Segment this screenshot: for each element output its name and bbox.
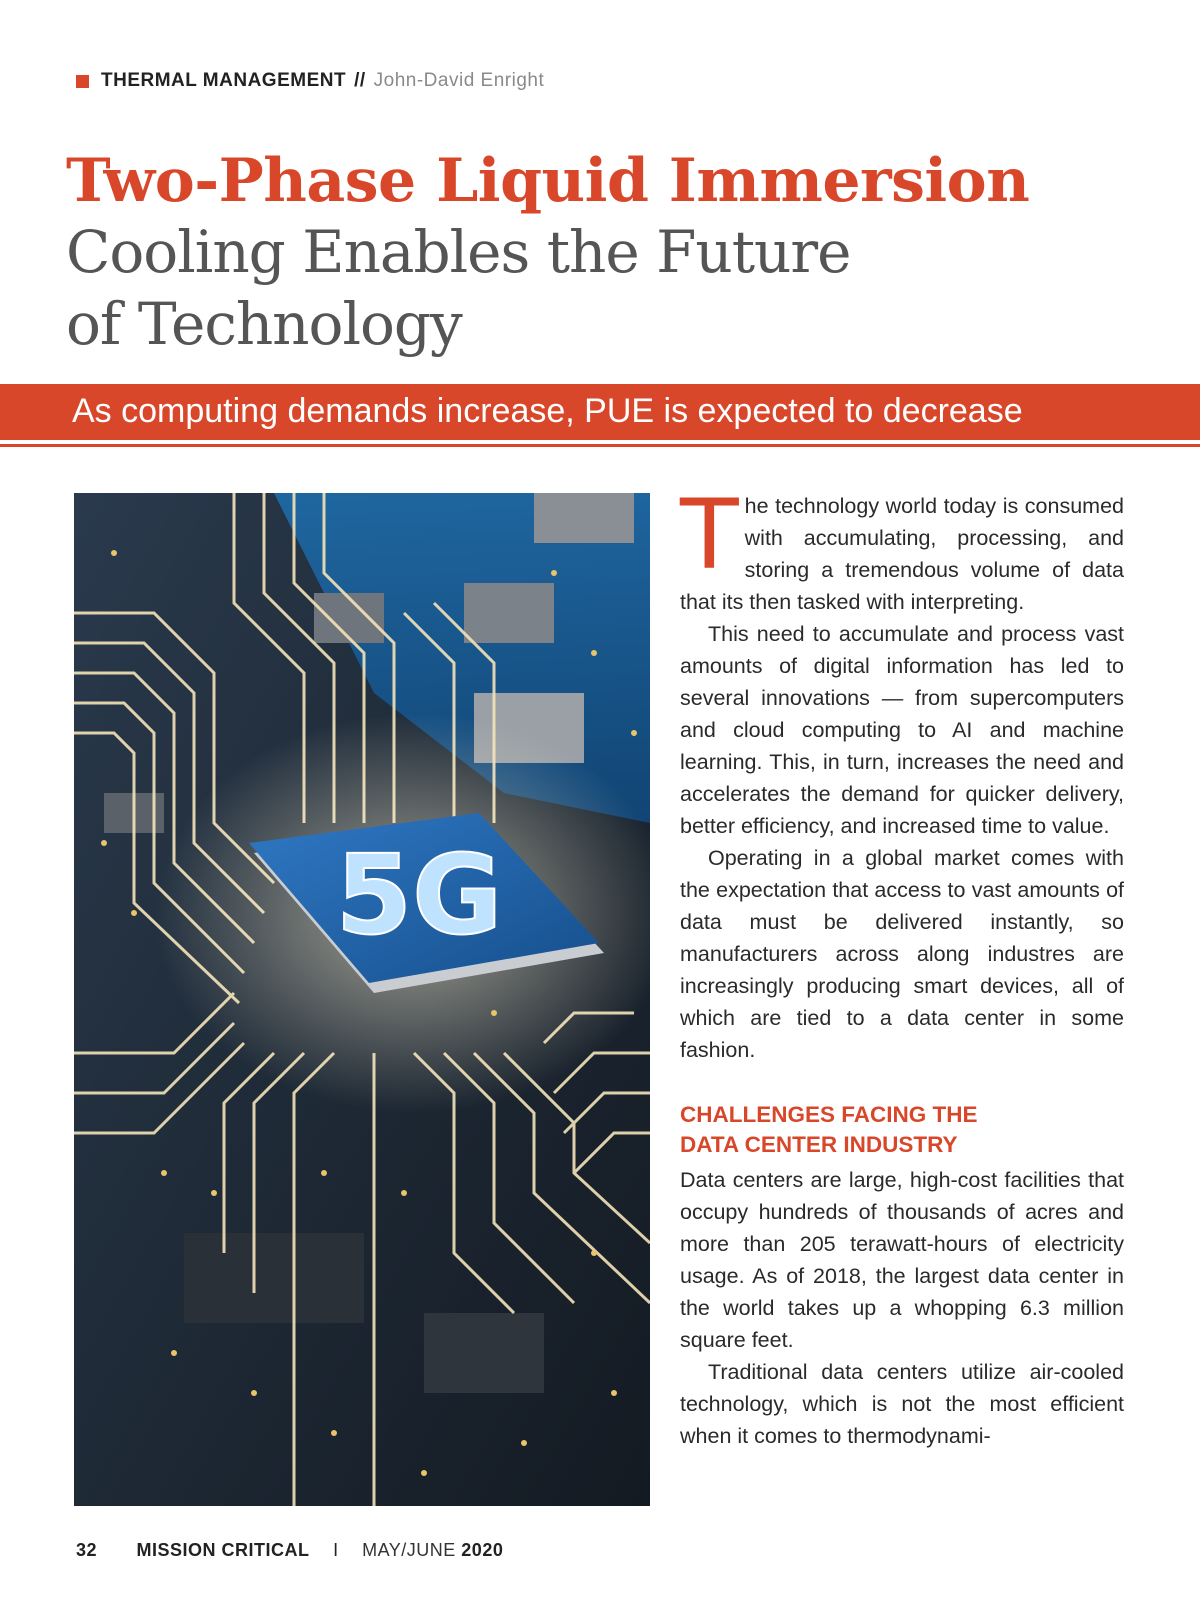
footer-divider: I bbox=[333, 1540, 339, 1560]
subhead-line-2: DATA CENTER INDUSTRY bbox=[680, 1132, 958, 1157]
title-line-3: of Technology bbox=[66, 290, 462, 358]
magazine-name: MISSION CRITICAL bbox=[136, 1540, 310, 1560]
issue-year: 2020 bbox=[461, 1540, 504, 1560]
paragraph-5: Traditional data centers utilize air-cooled technology, which is not the most efficient when it comes to thermodynami- bbox=[680, 1360, 1124, 1448]
kicker-separator: // bbox=[354, 70, 366, 91]
paragraph-1 bbox=[680, 479, 1124, 618]
section-name: THERMAL MANAGEMENT bbox=[101, 70, 347, 91]
section-kicker bbox=[76, 70, 544, 92]
banner-underline bbox=[0, 444, 1200, 447]
issue-month: MAY/JUNE bbox=[362, 1540, 456, 1560]
page-footer bbox=[76, 1540, 503, 1561]
title-line-1: Two-Phase Liquid Immersion bbox=[66, 146, 1030, 216]
page-number: 32 bbox=[76, 1540, 98, 1560]
subtitle-text: As computing demands increase, PUE is expected to decrease bbox=[72, 392, 1023, 430]
drop-cap: T bbox=[680, 479, 739, 591]
paragraph-1-text: he technology world today is consumed with accumulating, processing, and storing a tremendous volume of data that its then tasked with interpreting. bbox=[680, 494, 1124, 614]
section-marker-square bbox=[76, 75, 89, 88]
paragraph-2: This need to accumulate and process vast amounts of digital information has led to several innovations — from supercomputers and cloud computing to AI and machine learning. This, in turn, increases the need and accelerates the demand for quicker delivery, better efficiency, and increased time to value. bbox=[680, 622, 1124, 838]
article-body bbox=[680, 479, 1124, 1452]
article-photo-5g-chip bbox=[74, 493, 650, 1506]
title-line-2: Cooling Enables the Future bbox=[66, 218, 851, 286]
article-title bbox=[66, 146, 1146, 360]
paragraph-4: Data centers are large, high-cost facilities that occupy hundreds of thousands of acres and more than 205 terawatt-hours of electricity usage. As of 2018, the largest data center in the world takes up a whopping 6.3 million square feet. bbox=[680, 1168, 1124, 1352]
chip-label-5g: 5G bbox=[335, 831, 503, 959]
paragraph-3: Operating in a global market comes with the expectation that access to vast amounts of data must be delivered instantly, so manufacturers across along industres are increasingly producing smart devices, all of which are tied to a data center in some fashion. bbox=[680, 846, 1124, 1062]
section-subhead bbox=[680, 1100, 1124, 1160]
author-name: John-David Enright bbox=[373, 70, 545, 91]
subhead-line-1: CHALLENGES FACING THE bbox=[680, 1102, 978, 1127]
